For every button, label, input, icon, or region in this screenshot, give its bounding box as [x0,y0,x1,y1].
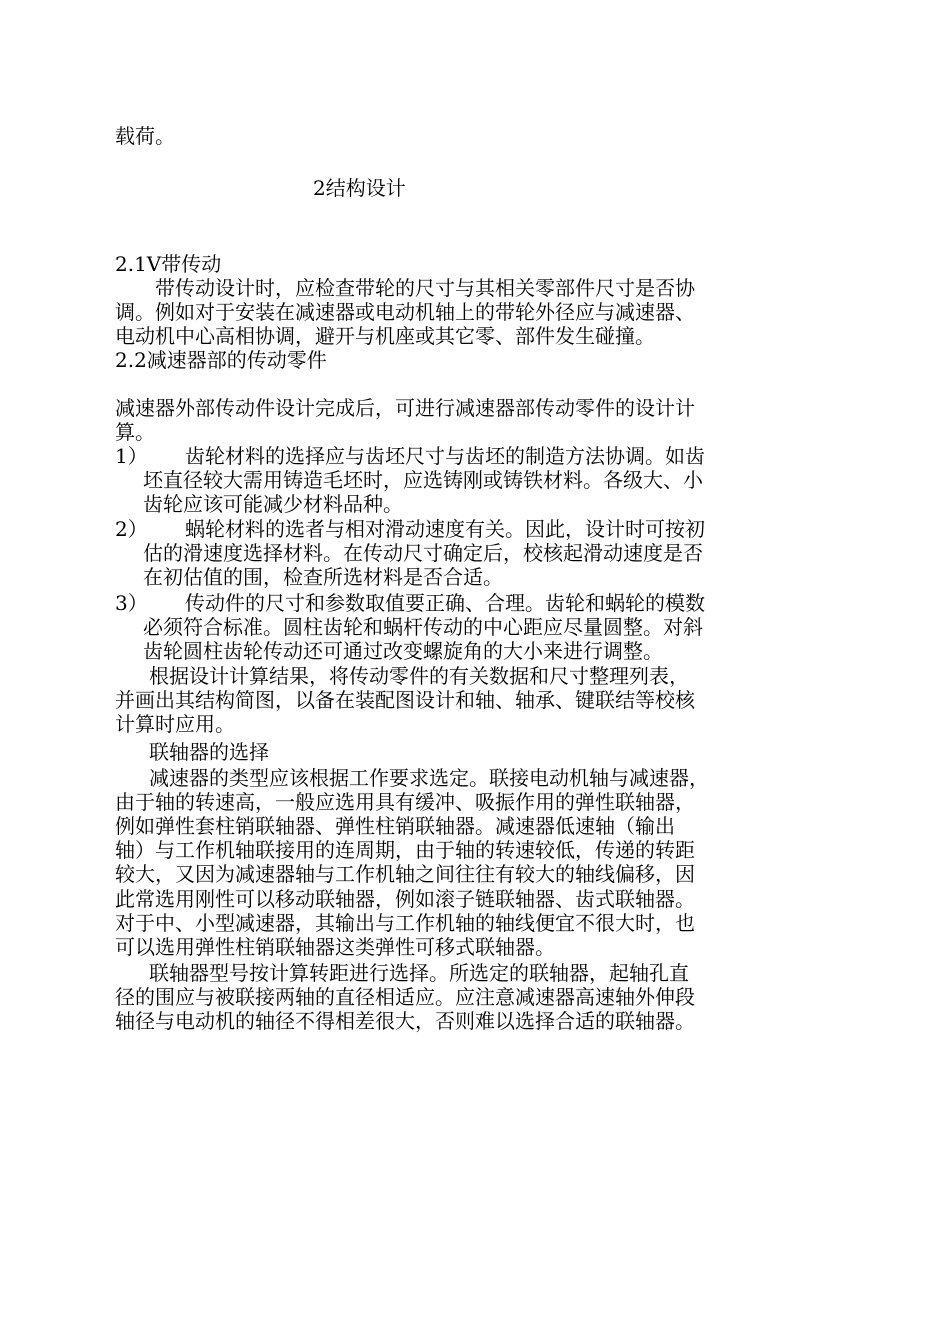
paragraph-line: 轴）与工作机轴联接用的连周期，由于轴的转速较低，传递的转距 [115,838,695,862]
paragraph-line: 根据设计计算结果，将传动零件的有关数据和尺寸整理列表， [149,664,689,688]
paragraph-line: 调。例如对于安装在减速器或电动机轴上的带轮外径应与减速器、 [115,300,695,324]
list-item-line: 在初估值的围，检查所选材料是否合适。 [143,565,503,589]
list-item-line: 齿轮圆柱齿轮传动还可通过改变螺旋角的大小来进行调整。 [143,639,663,663]
list-item-line: 蜗轮材料的选者与相对滑动速度有关。因此，设计时可按初 [185,517,705,541]
paragraph-line: 并画出其结构简图，以备在装配图设计和轴、轴承、键联结等校核 [115,688,695,712]
paragraph-line: 较大，又因为减速器轴与工作机轴之间往往有较大的轴线偏移，因 [115,862,695,886]
list-item-line: 估的滑速度选择材料。在传动尺寸确定后，校核起滑动速度是否 [143,541,703,565]
section-2-2-heading: 2.2减速器部的传动零件 [115,348,327,372]
paragraph-line: 联轴器型号按计算转距进行选择。所选定的联轴器，起轴孔直 [149,961,689,985]
paragraph-line: 计算时应用。 [115,712,235,736]
list-item-line: 齿轮材料的选择应与齿坯尺寸与齿坯的制造方法协调。如齿 [185,444,705,468]
paragraph-line: 由于轴的转速高，一般应选用具有缓冲、吸振作用的弹性联轴器， [115,790,695,814]
paragraph-line: 径的围应与被联接两轴的直径相适应。应注意减速器高速轴外伸段 [115,985,695,1009]
paragraph-line: 对于中、小型减速器，其输出与工作机轴的轴线便宜不很大时，也 [115,911,695,935]
list-number: 2） [115,517,148,541]
chapter-title: 2结构设计 [313,176,406,200]
paragraph-line: 例如弹性套柱销联轴器、弹性柱销联轴器。减速器低速轴（输出 [115,814,675,838]
carryover-text: 载荷。 [115,124,175,148]
list-item-line: 齿轮应该可能减少材料品种。 [143,492,403,516]
paragraph-line: 可以选用弹性柱销联轴器这类弹性可移式联轴器。 [115,935,555,959]
paragraph-line: 此常选用刚性可以移动联轴器，例如滚子链联轴器、齿式联轴器。 [115,887,695,911]
coupling-heading: 联轴器的选择 [149,740,269,764]
list-number: 3） [115,591,148,615]
paragraph-line: 带传动设计时，应检查带轮的尺寸与其相关零部件尺寸是否协 [155,276,695,300]
list-item-line: 坯直径较大需用铸造毛坯时，应选铸刚或铸铁材料。各级大、小 [143,468,703,492]
section-2-1-heading: 2.1V带传动 [115,252,222,276]
list-item-line: 传动件的尺寸和参数取值要正确、合理。齿轮和蜗轮的模数 [185,591,705,615]
paragraph-line: 轴径与电动机的轴径不得相差很大，否则难以选择合适的联轴器。 [115,1009,695,1033]
list-number: 1） [115,444,148,468]
list-item-line: 必须符合标准。圆柱齿轮和蜗杆传动的中心距应尽量圆整。对斜 [143,615,703,639]
paragraph-line: 电动机中心高相协调，避开与机座或其它零、部件发生碰撞。 [115,324,655,348]
paragraph-line: 减速器外部传动件设计完成后，可进行减速器部传动零件的设计计 [115,396,695,420]
paragraph-line: 减速器的类型应该根据工作要求选定。联接电动机轴与减速器， [149,766,709,790]
paragraph-line: 算。 [115,420,155,444]
